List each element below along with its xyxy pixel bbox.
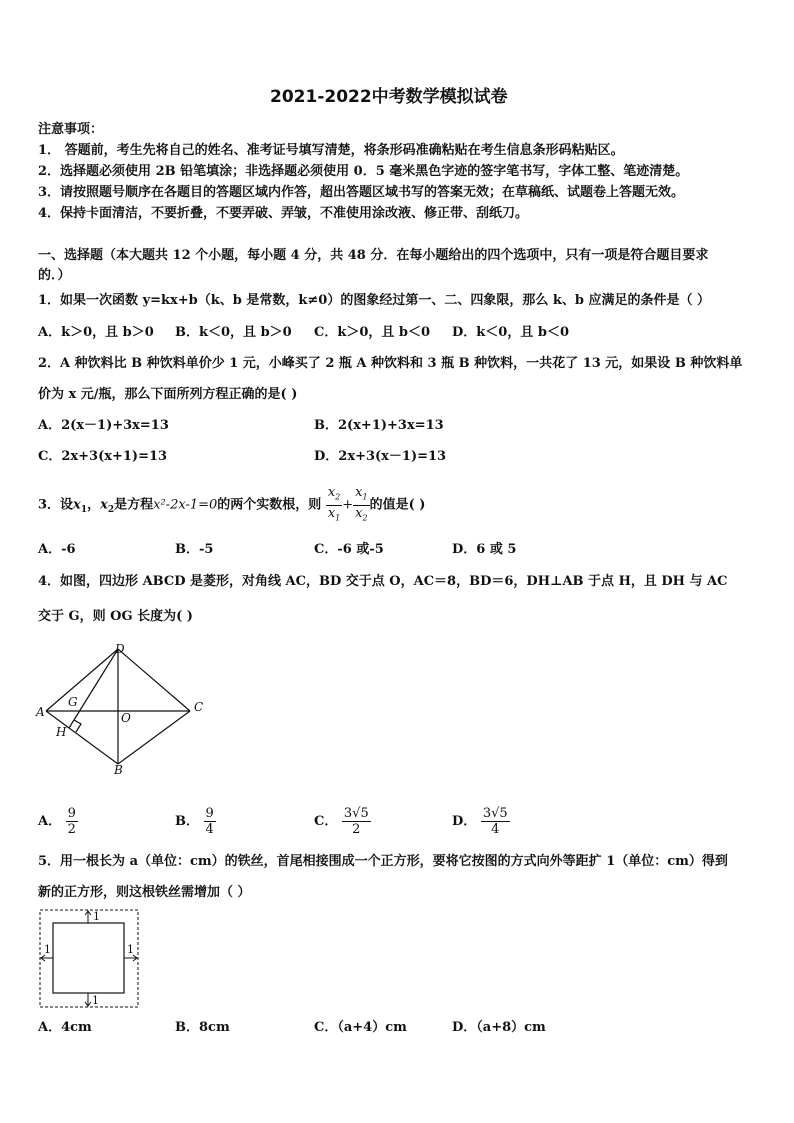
label-bottom-1: 1 [92,994,99,1007]
square-expansion-figure [36,907,142,1009]
q3-suffix: 的值是( ) [369,497,426,513]
q3-mid: 是方程 [114,497,154,513]
q5-option-c: C．（a+4）cm [314,1020,407,1035]
edge-dc [118,649,190,711]
q5-option-b: B．8cm [175,1020,230,1035]
label-c: C [194,700,204,714]
label-a: A [36,705,45,719]
page-title: 2021-2022中考数学模拟试卷 [270,87,508,107]
q2-option-c: C．2x+3(x+1)=13 [38,449,168,464]
q4-stem-line-1: 4．如图，四边形 ABCD 是菱形，对角线 AC，BD 交于点 O，AC＝8，BD＝6，DH⊥AB 于点 H，且 DH 与 AC [38,574,728,589]
right-angle-mark [74,720,81,732]
q4-option-a: A． $\frac{9}{2}$ [38,806,76,837]
q2-stem-line-2: 价为 x 元/瓶，那么下面所列方程正确的是( ) [38,387,298,402]
q1-option-b: B．k＜0，且 b＞0 [175,325,292,340]
notice-item-2: 2．选择题必须使用 2B 铅笔填涂；非选择题必须使用 0．5 毫米黑色字迹的签字笔书写，字体工整、笔迹清楚。 [38,164,689,179]
q3-x2-sub: 2 [107,505,115,516]
q3-option-d: D．6 或 5 [452,542,517,557]
label-b: B [114,763,123,777]
q2-stem-line-1: 2．A 种饮料比 B 种饮料单价少 1 元，小峰买了 2 瓶 A 种饮料和 3 瓶 B 种饮料，一共花了 13 元，如果设 B 种饮料单 [38,356,743,371]
q3-option-a: A．-6 [38,542,76,557]
q1-stem: 1．如果一次函数 y=kx+b（k、b 是常数，k≠0）的图象经过第一、二、四象限，那么 k、b 应满足的条件是（ ） [38,293,711,308]
section-heading-line-2: 的．） [38,268,71,283]
q3-option-c: C．-6 或-5 [314,542,384,557]
notice-item-3: 3．请按照题号顺序在各题目的答题区域内作答，超出答题区域书写的答案无效；在草稿纸、试题卷上答题无效。 [38,185,685,200]
q3-x1-sub: 1 [80,505,88,516]
q3-prefix: 3．设 [38,497,74,513]
q5-option-a: A．4cm [38,1020,92,1035]
label-g: G [68,695,78,709]
label-top-1: 1 [93,910,100,923]
q3-after: 的两个实数根，则 [217,497,322,513]
q3-plus: + [342,497,354,513]
segment-dh [69,649,118,728]
q3-frac-1: $\frac{x_2}{x_1}$ [327,485,341,523]
rhombus-figure [30,640,220,780]
notice-item-1: 1． 答题前，考生先将自己的姓名、准考证号填写清楚，将条形码准确粘贴在考生信息条形码粘贴区。 [38,143,624,158]
q3-x2: x [100,497,108,513]
label-h: H [56,725,67,739]
q3-stem [38,485,425,527]
section-heading-line-1: 一、选择题（本大题共 12 个小题，每小题 4 分，共 48 分．在每小题给出的四个选项中，只有一项是符合题目要求 [38,248,709,263]
q2-option-a: A．2(x－1)+3x=13 [38,418,169,433]
q3-sep: ， [87,497,101,513]
q2-option-d: D．2x+3(x－1)=13 [314,449,447,464]
inner-square [53,923,124,993]
q1-option-d: D．k＜0，且 b＜0 [452,325,569,340]
q3-x1: x [73,497,81,513]
q4-option-d: D． $\frac{3√5}{4}$ [452,806,508,837]
q1-option-c: C．k＞0，且 b＜0 [314,325,431,340]
label-right-1: 1 [127,943,134,956]
edge-da [46,649,118,711]
q2-option-b: B．2(x+1)+3x=13 [314,418,444,433]
q5-stem-line-1: 5．用一根长为 a（单位：cm）的铁丝，首尾相接围成一个正方形，要将它按图的方式向外等距扩 1（单位：cm）得到 [38,854,728,869]
notice-item-4: 4．保持卡面清洁，不要折叠，不要弄破、弄皱，不准使用涂改液、修正带、刮纸刀。 [38,206,529,221]
q3-equation: x²-2x-1=0 [153,497,218,513]
label-o: O [121,711,131,725]
q1-option-a: A．k＞0，且 b＞0 [38,325,154,340]
q4-stem-line-2: 交于 G，则 OG 长度为( ) [38,609,193,624]
q4-option-c: C． $\frac{3√5}{2}$ [314,806,369,837]
label-d: D [115,642,125,656]
q4-option-b: B． $\frac{9}{4}$ [175,806,214,837]
q3-frac-2: $\frac{x_1}{x_2}$ [355,485,368,523]
label-left-1: 1 [44,943,51,956]
q3-option-b: B．-5 [175,542,214,557]
q5-stem-line-2: 新的正方形，则这根铁丝需增加（ ） [38,885,251,900]
q5-option-d: D．（a+8）cm [452,1020,546,1035]
notice-heading: 注意事项： [38,122,104,137]
